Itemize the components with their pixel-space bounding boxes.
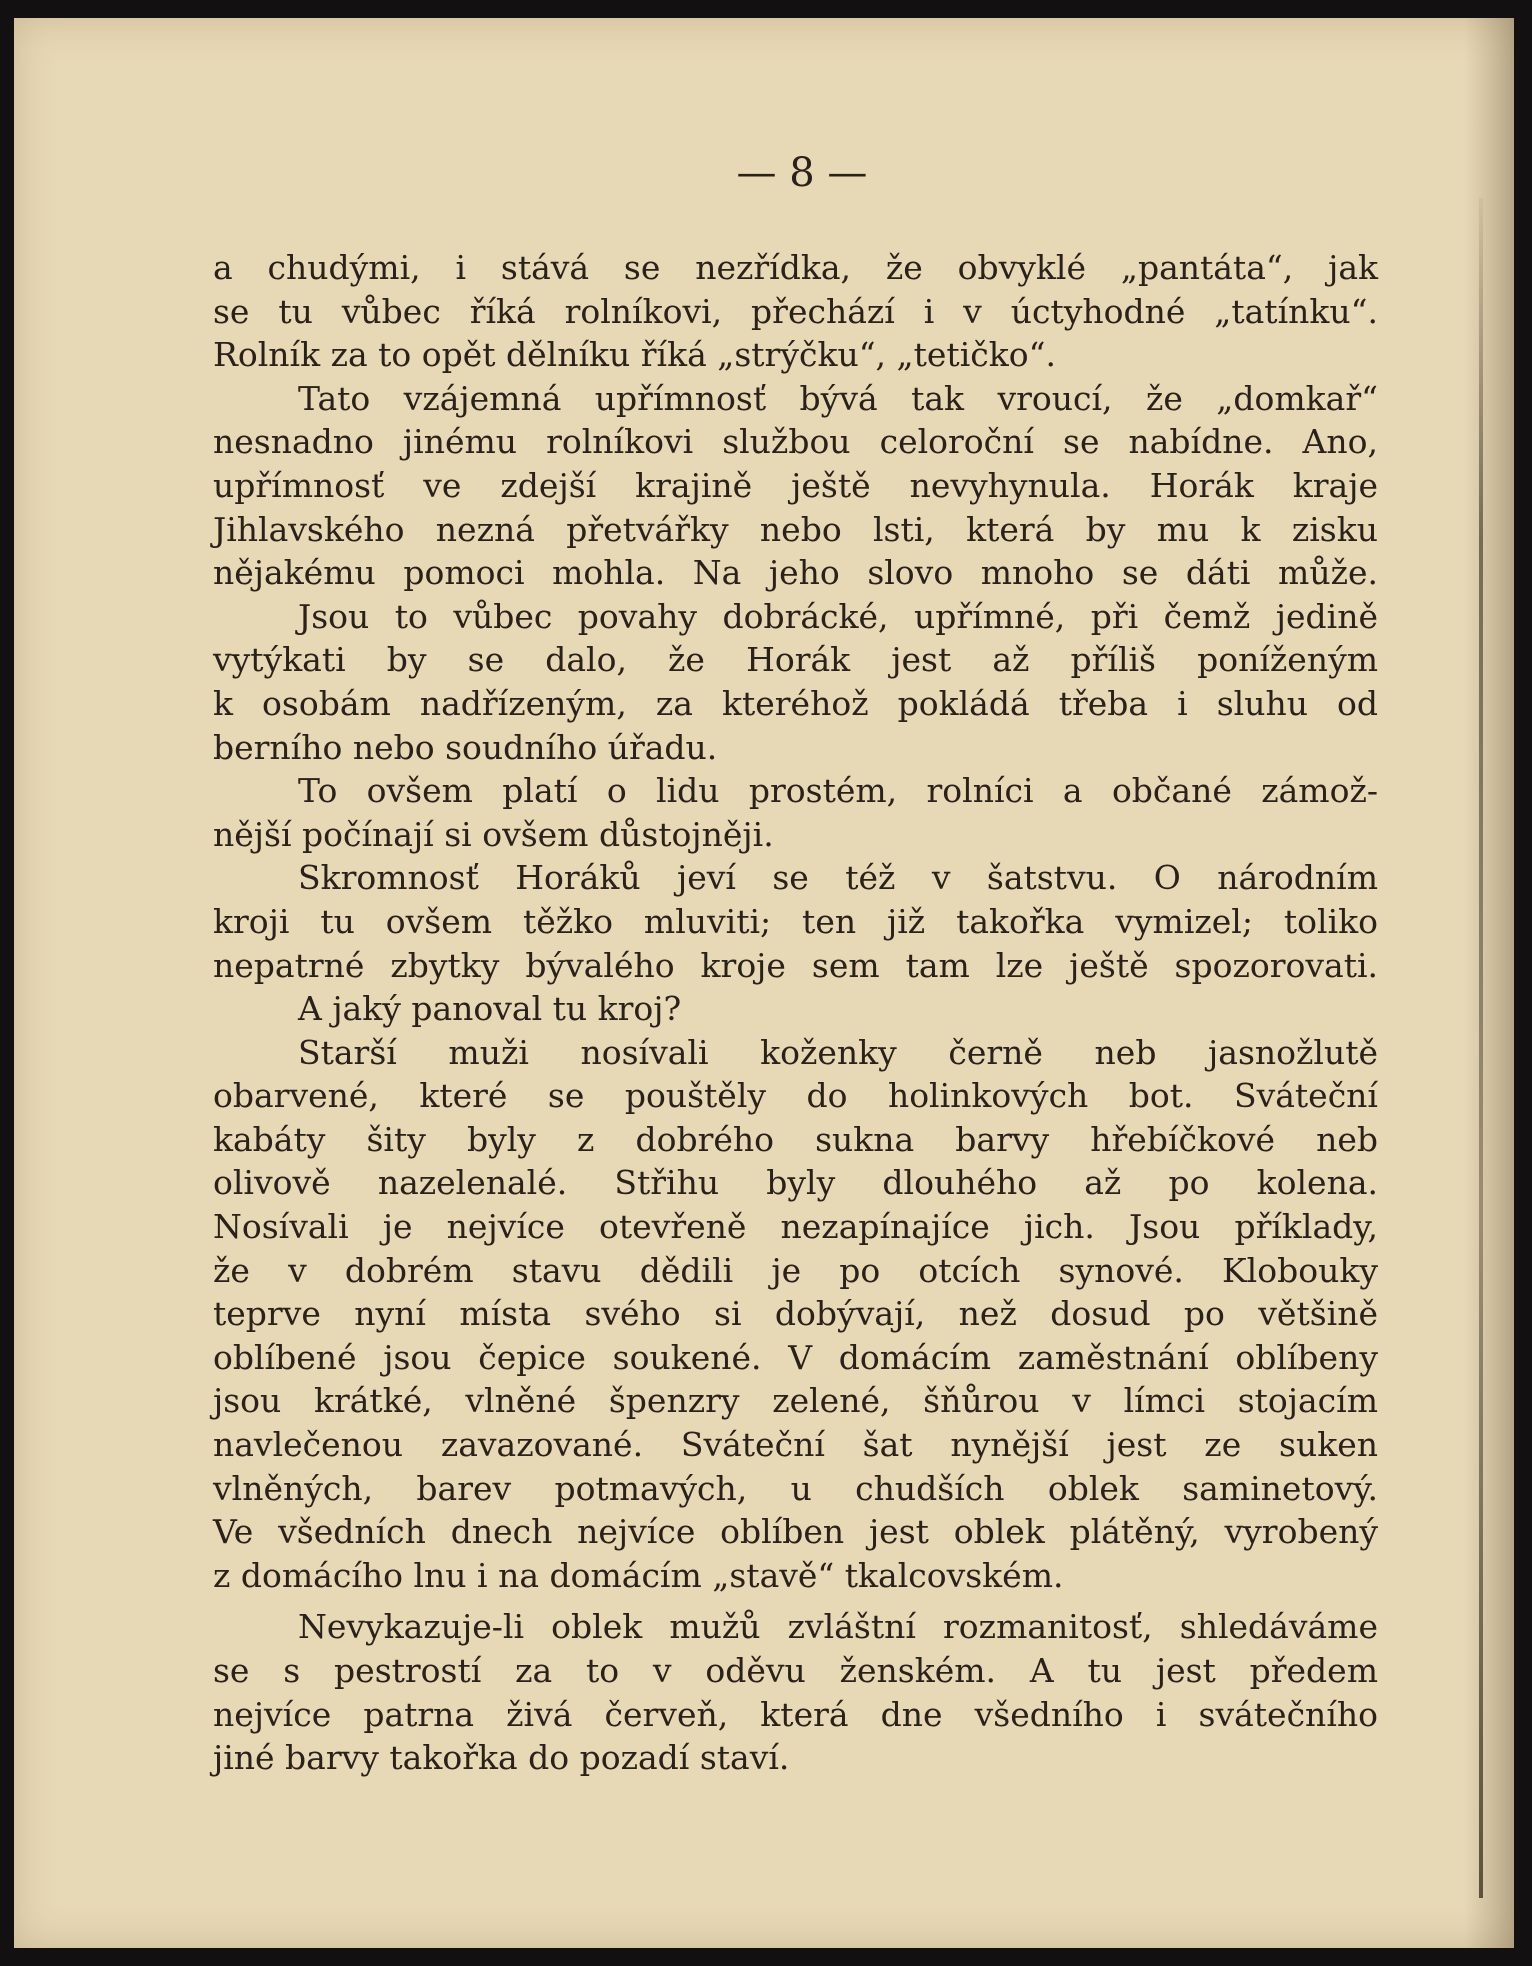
text-line: jsou krátké, vlněné špenzry zelené, šňůrou v límci stojacím	[213, 1381, 1378, 1421]
text-line: Starší muži nosívali koženky černě neb jasnožlutě	[298, 1032, 1378, 1072]
text-line: nejvíce patrna živá červeň, která dne všedního i svátečního	[213, 1694, 1378, 1734]
book-page	[14, 18, 1514, 1948]
text-line: upřímnosť ve zdejší krajině ještě nevyhynula. Horák kraje	[213, 465, 1378, 505]
text-line: kroji tu ovšem těžko mluviti; ten již takořka vymizel; toliko	[213, 901, 1378, 941]
text-line: nějakému pomoci mohla. Na jeho slovo mnoho se dáti může.	[213, 553, 1378, 593]
page-number: — 8 —	[736, 150, 868, 196]
text-line: Jihlavského nezná přetvářky nebo lsti, která by mu k zisku	[213, 509, 1378, 549]
text-line: k osobám nadřízeným, za kteréhož pokládá třeba i sluhu od	[213, 683, 1378, 723]
page-edge-line	[1479, 198, 1483, 1898]
text-line: navlečenou zavazované. Sváteční šat nynější jest ze suken	[213, 1425, 1378, 1465]
text-line: vlněných, barev potmavých, u chudších oblek saminetový.	[213, 1468, 1378, 1508]
text-line: se s pestrostí za to v oděvu ženském. A tu jest předem	[213, 1651, 1378, 1690]
text-line: nepatrné zbytky bývalého kroje sem tam lze ještě spozorovati.	[213, 945, 1378, 985]
text-line: oblíbené jsou čepice soukené. V domácím zaměstnání oblíbeny	[213, 1337, 1378, 1377]
text-line: Jsou to vůbec povahy dobrácké, upřímné, při čemž jedině	[298, 596, 1378, 636]
text-line: z domácího lnu i na domácím „stavě“ tkalcovském.	[213, 1555, 1064, 1595]
text-line: nější počínají si ovšem důstojněji.	[213, 814, 774, 854]
text-line: berního nebo soudního úřadu.	[213, 727, 718, 767]
text-line: To ovšem platí o lidu prostém, rolníci a občané zámož-	[298, 771, 1378, 811]
text-line: Rolník za to opět dělníku říká „strýčku“, „tetičko“.	[213, 335, 1056, 375]
text-line: Nevykazuje-li oblek mužů zvláštní rozmanitosť, shledáváme	[298, 1607, 1378, 1647]
text-line: kabáty šity byly z dobrého sukna barvy hřebíčkové neb	[213, 1119, 1378, 1159]
text-line: Tato vzájemná upřímnosť bývá tak vroucí, že „domkař“	[298, 378, 1378, 418]
text-line: teprve nyní místa svého si dobývají, než dosud po většině	[213, 1294, 1378, 1334]
text-line: olivově nazelenalé. Střihu byly dlouhého až po kolena.	[213, 1163, 1378, 1203]
body-text	[213, 246, 1378, 1780]
text-line: A jaký panoval tu kroj?	[298, 989, 682, 1029]
text-line: vytýkati by se dalo, že Horák jest až příliš poníženým	[213, 640, 1378, 680]
page-edge-shadow	[1464, 18, 1514, 1948]
text-line: že v dobrém stavu dědili je po otcích synové. Klobouky	[213, 1250, 1378, 1290]
text-line: se tu vůbec říká rolníkovi, přechází i v úctyhodné „tatínku“.	[213, 291, 1378, 331]
text-line: Ve všedních dnech nejvíce oblíben jest oblek plátěný, vyrobený	[213, 1512, 1378, 1552]
text-line: nesnadno jinému rolníkovi službou celoroční se nabídne. Ano,	[213, 422, 1378, 462]
text-line: Nosívali je nejvíce otevřeně nezapínajíce jich. Jsou příklady,	[213, 1207, 1378, 1247]
text-line: a chudými, i stává se nezřídka, že obvyklé „pantáta“, jak	[213, 248, 1378, 287]
text-line: Skromnosť Horáků jeví se též v šatstvu. O národním	[298, 858, 1378, 898]
text-line: jiné barvy takořka do pozadí staví.	[213, 1738, 790, 1778]
text-line: obarvené, které se pouštěly do holinkových bot. Sváteční	[213, 1076, 1378, 1116]
